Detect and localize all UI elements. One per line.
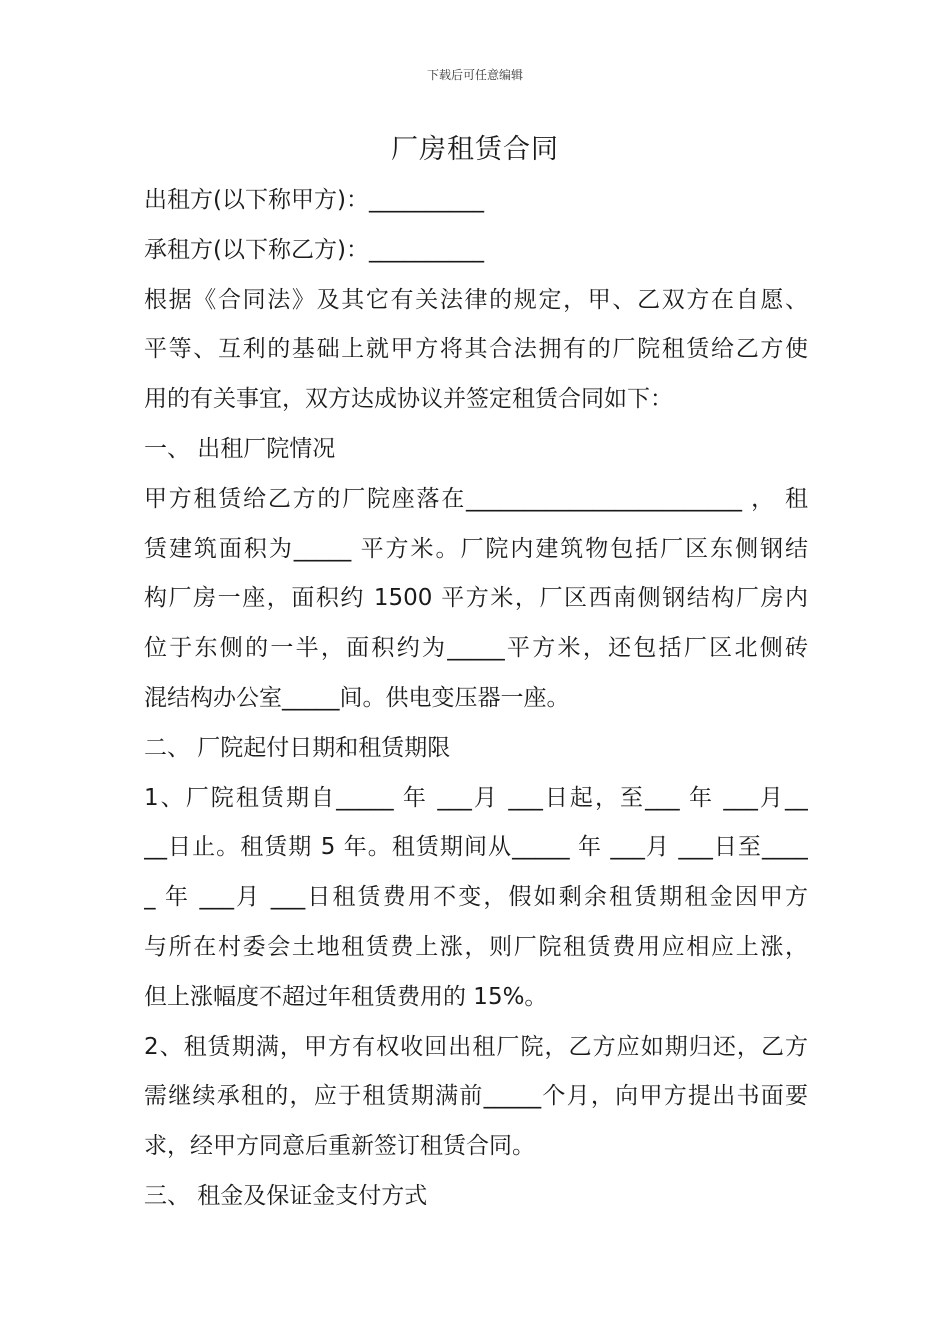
paragraph-line: 位于东侧的一半，面积约为_____平方米，还包括厂区北侧砖 [144,635,808,662]
lessor-line: 出租方(以下称甲方)：__________ [144,187,484,213]
section-heading: 二、 厂院起付日期和租赁期限 [144,734,451,761]
paragraph-line: 需继续承租的，应于租赁期满前_____个月，向甲方提出书面要 [144,1083,808,1110]
paragraph-line: 1、厂院租赁期自_____ 年 ___月 ___日起，至___ 年 ___月__ [144,784,808,811]
paragraph-line: 用的有关事宜，双方达成协议并签定租赁合同如下： [144,386,673,413]
paragraph-line: 构厂房一座，面积约 1500 平方米，厂区西南侧钢结构厂房内 [144,585,808,612]
paragraph-line: 求，经甲方同意后重新签订租赁合同。 [144,1133,535,1160]
paragraph-line: 2、租赁期满，甲方有权收回出租厂院，乙方应如期归还，乙方 [144,1033,808,1060]
paragraph-line: 平等、互利的基础上就甲方将其合法拥有的厂院租赁给乙方使 [144,336,808,363]
section-heading: 三、 租金及保证金支付方式 [144,1182,428,1209]
document-body [144,176,808,1222]
paragraph-line: 甲方租赁给乙方的厂院座落在________________________ ， 租 [144,485,808,512]
paragraph-line: 根据《合同法》及其它有关法律的规定，甲、乙双方在自愿、 [144,286,808,313]
paragraph-line: 但上涨幅度不超过年租赁费用的 15%。 [144,983,548,1010]
section-heading: 一、 出租厂院情况 [144,435,336,462]
paragraph-line: _ 年 ___月 ___日租赁费用不变，假如剩余租赁期租金因甲方 [144,884,808,911]
lessee-line: 承租方(以下称乙方)：__________ [144,236,484,263]
paragraph-line: __日止。租赁期 5 年。租赁期间从_____ 年 ___月 ___日至____ [144,834,808,861]
page-title: 厂房租赁合同 [391,134,559,165]
paragraph-line: 赁建筑面积为_____ 平方米。厂院内建筑物包括厂区东侧钢结 [144,535,808,562]
paragraph-line: 与所在村委会土地租赁费上涨，则厂院租赁费用应相应上涨， [144,933,808,960]
paragraph-line: 混结构办公室_____间。供电变压器一座。 [144,684,570,711]
page-header-note: 下载后可任意编辑 [426,68,523,82]
